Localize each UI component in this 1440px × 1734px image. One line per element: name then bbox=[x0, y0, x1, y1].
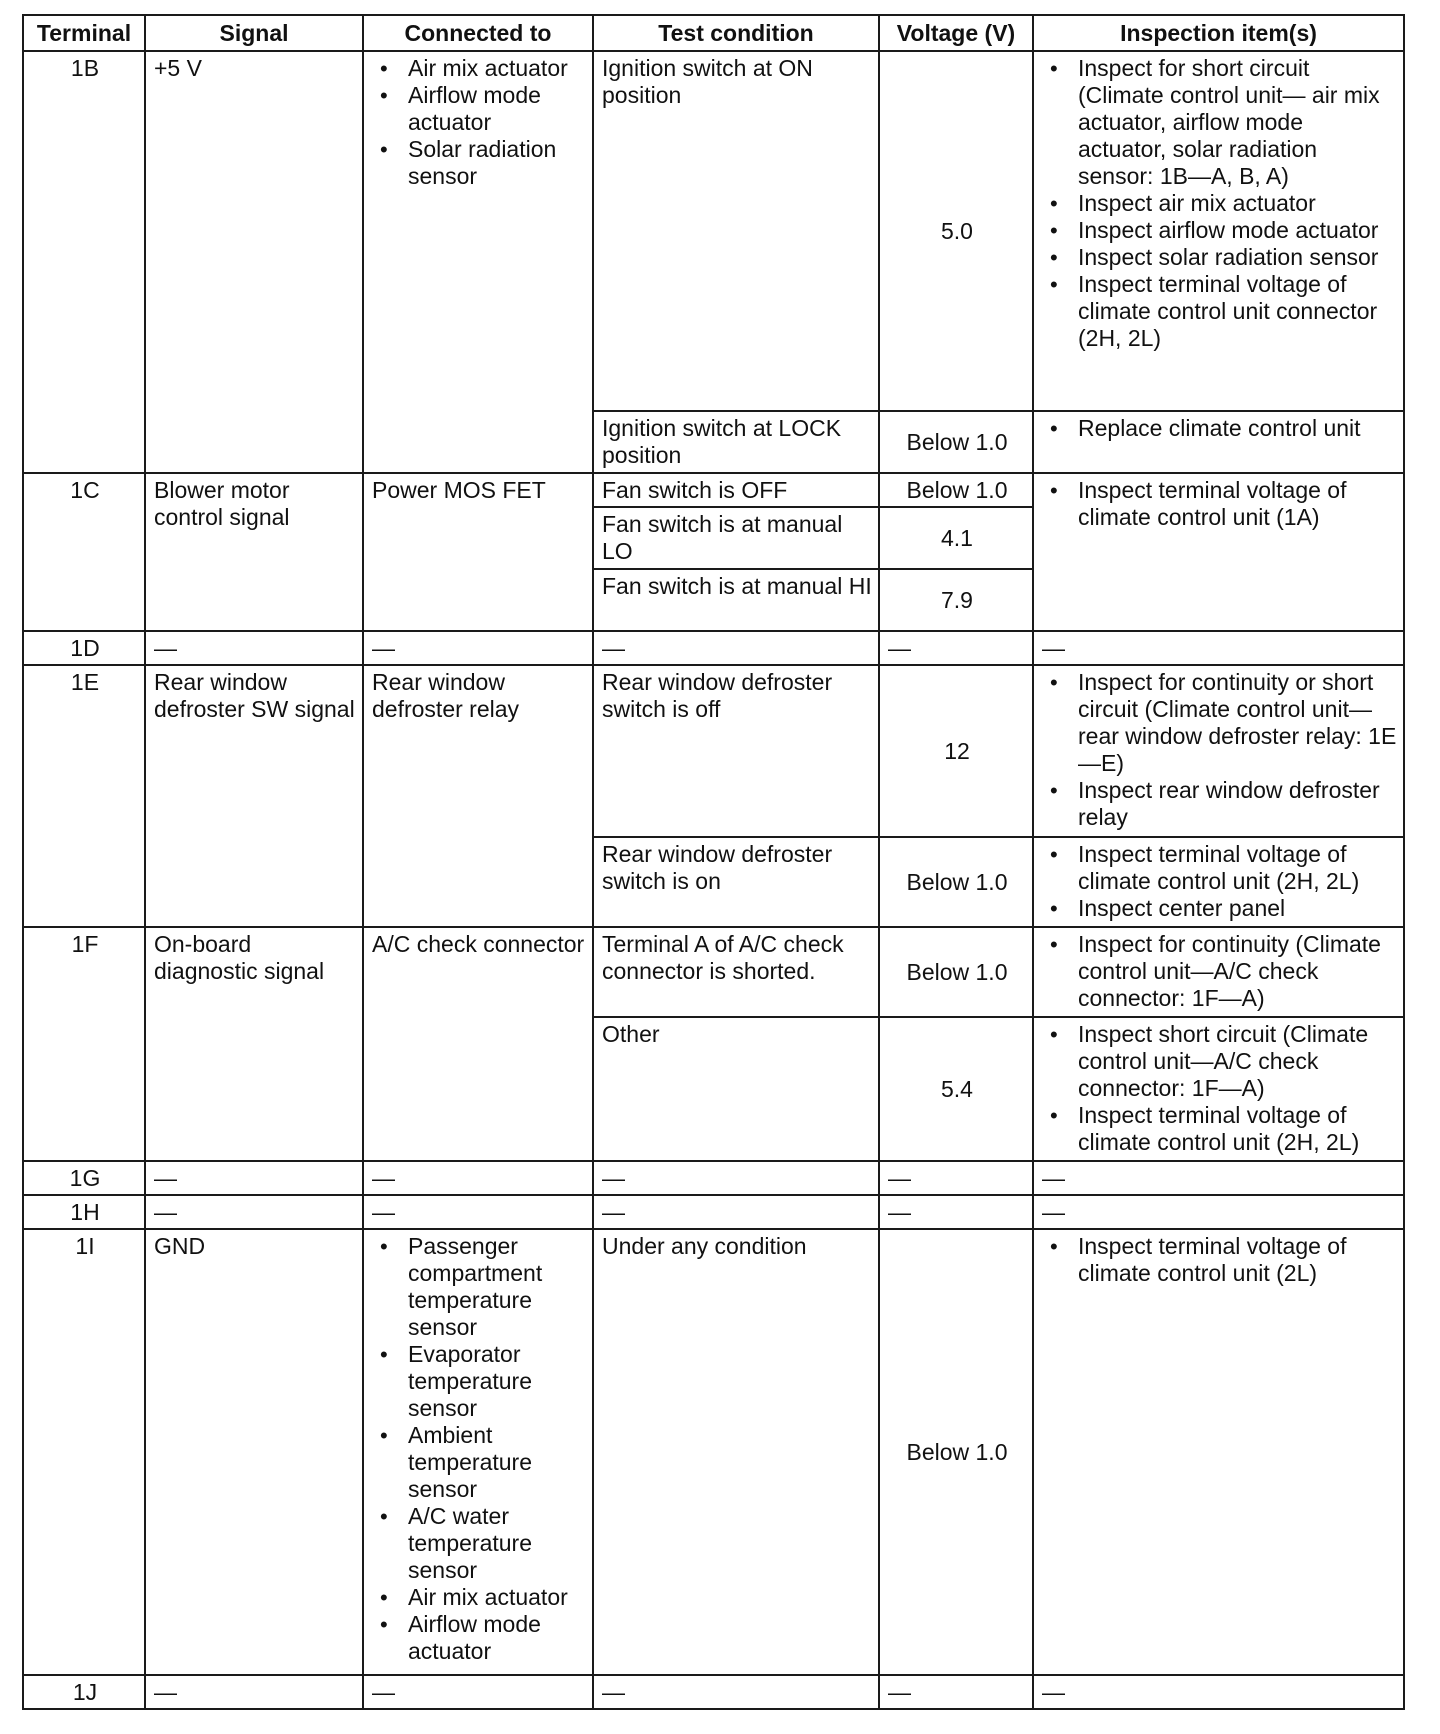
terminal-cell: 1C bbox=[23, 473, 145, 631]
test-condition-cell: Fan switch is at manual HI bbox=[593, 569, 879, 631]
inspection-item: • Inspect for continuity (Climate control unit—A/C check connector: 1F—A) bbox=[1078, 931, 1397, 1012]
terminal-cell: 1G bbox=[23, 1161, 145, 1195]
inspection-cell bbox=[1033, 411, 1404, 473]
empty-dash: — bbox=[879, 631, 1033, 665]
inspection-item: • Inspect terminal voltage of climate control unit (2L) bbox=[1078, 1233, 1397, 1287]
inspection-item: • Inspect terminal voltage of climate control unit (1A) bbox=[1078, 477, 1397, 531]
empty-dash: — bbox=[593, 1195, 879, 1229]
inspection-cell bbox=[1033, 473, 1404, 631]
voltage-cell: Below 1.0 bbox=[879, 1229, 1033, 1675]
connected-item: • Air mix actuator bbox=[408, 1584, 586, 1611]
signal-cell: +5 V bbox=[145, 51, 363, 473]
table-row-1h bbox=[23, 1195, 1404, 1229]
connected-item: • A/C water temperature sensor bbox=[408, 1503, 586, 1584]
connected-item: • Solar radiation sensor bbox=[408, 136, 586, 190]
test-condition-cell: Under any condition bbox=[593, 1229, 879, 1675]
inspection-item: • Inspect rear window defroster relay bbox=[1078, 777, 1397, 831]
connected-item: • Airflow mode actuator bbox=[408, 82, 586, 136]
signal-cell: Rear window defroster SW signal bbox=[145, 665, 363, 927]
test-condition-cell: Rear window defroster switch is on bbox=[593, 837, 879, 927]
header-voltage: Voltage (V) bbox=[879, 15, 1033, 51]
connected-item: • Passenger compartment temperature sensor bbox=[408, 1233, 586, 1341]
connected-cell: Rear window defroster relay bbox=[363, 665, 593, 927]
inspection-item: • Inspect air mix actuator bbox=[1078, 190, 1397, 217]
test-condition-cell: Ignition switch at LOCK position bbox=[593, 411, 879, 473]
voltage-cell: 12 bbox=[879, 665, 1033, 837]
inspection-item: • Inspect for continuity or short circuit (Climate control unit—rear window defroster relay: 1E—E) bbox=[1078, 669, 1397, 777]
signal-cell: GND bbox=[145, 1229, 363, 1675]
header-signal: Signal bbox=[145, 15, 363, 51]
voltage-cell: Below 1.0 bbox=[879, 927, 1033, 1017]
voltage-cell: 4.1 bbox=[879, 507, 1033, 569]
empty-dash: — bbox=[879, 1195, 1033, 1229]
inspection-item: • Replace climate control unit bbox=[1078, 415, 1397, 442]
test-condition-cell: Rear window defroster switch is off bbox=[593, 665, 879, 837]
empty-dash: — bbox=[1033, 1161, 1404, 1195]
empty-dash: — bbox=[1033, 631, 1404, 665]
inspection-item: • Inspect short circuit (Climate control unit—A/C check connector: 1F—A) bbox=[1078, 1021, 1397, 1102]
terminal-inspection-table bbox=[22, 14, 1405, 1710]
voltage-cell: Below 1.0 bbox=[879, 411, 1033, 473]
connected-cell: A/C check connector bbox=[363, 927, 593, 1161]
connected-item: • Airflow mode actuator bbox=[408, 1611, 586, 1665]
empty-dash: — bbox=[879, 1161, 1033, 1195]
terminal-cell: 1H bbox=[23, 1195, 145, 1229]
signal-cell: Blower motor control signal bbox=[145, 473, 363, 631]
inspection-cell bbox=[1033, 1017, 1404, 1161]
inspection-item: • Inspect terminal voltage of climate control unit connector (2H, 2L) bbox=[1078, 271, 1397, 352]
empty-dash: — bbox=[363, 631, 593, 665]
inspection-item: • Inspect terminal voltage of climate control unit (2H, 2L) bbox=[1078, 1102, 1397, 1156]
header-test-condition: Test condition bbox=[593, 15, 879, 51]
inspection-cell bbox=[1033, 51, 1404, 411]
empty-dash: — bbox=[593, 1675, 879, 1709]
inspection-item: • Inspect terminal voltage of climate control unit (2H, 2L) bbox=[1078, 841, 1397, 895]
test-condition-cell: Other bbox=[593, 1017, 879, 1161]
empty-dash: — bbox=[145, 1675, 363, 1709]
inspection-cell bbox=[1033, 837, 1404, 927]
inspection-cell bbox=[1033, 927, 1404, 1017]
header-connected-to: Connected to bbox=[363, 15, 593, 51]
inspection-cell bbox=[1033, 665, 1404, 837]
test-condition-cell: Fan switch is OFF bbox=[593, 473, 879, 507]
table-row-1c bbox=[23, 473, 1404, 507]
signal-cell: On-board diagnostic signal bbox=[145, 927, 363, 1161]
test-condition-cell: Terminal A of A/C check connector is shorted. bbox=[593, 927, 879, 1017]
connected-cell: Power MOS FET bbox=[363, 473, 593, 631]
terminal-cell: 1I bbox=[23, 1229, 145, 1675]
test-condition-cell: Ignition switch at ON position bbox=[593, 51, 879, 411]
table-row-1b bbox=[23, 51, 1404, 411]
empty-dash: — bbox=[593, 631, 879, 665]
connected-cell bbox=[363, 1229, 593, 1675]
table-row-1f bbox=[23, 927, 1404, 1017]
connected-item: • Ambient temperature sensor bbox=[408, 1422, 586, 1503]
table-row-1i bbox=[23, 1229, 1404, 1675]
voltage-cell: 7.9 bbox=[879, 569, 1033, 631]
header-inspection-items: Inspection item(s) bbox=[1033, 15, 1404, 51]
empty-dash: — bbox=[145, 1161, 363, 1195]
voltage-cell: 5.0 bbox=[879, 51, 1033, 411]
voltage-cell: 5.4 bbox=[879, 1017, 1033, 1161]
empty-dash: — bbox=[363, 1161, 593, 1195]
inspection-cell bbox=[1033, 1229, 1404, 1675]
connected-item: • Evaporator temperature sensor bbox=[408, 1341, 586, 1422]
empty-dash: — bbox=[145, 631, 363, 665]
inspection-item: • Inspect center panel bbox=[1078, 895, 1397, 922]
terminal-cell: 1B bbox=[23, 51, 145, 473]
empty-dash: — bbox=[363, 1195, 593, 1229]
empty-dash: — bbox=[1033, 1675, 1404, 1709]
empty-dash: — bbox=[145, 1195, 363, 1229]
empty-dash: — bbox=[1033, 1195, 1404, 1229]
header-row bbox=[23, 15, 1404, 51]
voltage-cell: Below 1.0 bbox=[879, 837, 1033, 927]
voltage-cell: Below 1.0 bbox=[879, 473, 1033, 507]
table-row-1e bbox=[23, 665, 1404, 837]
inspection-item: • Inspect for short circuit (Climate control unit— air mix actuator, airflow mode actuator, solar radiation sensor: 1B—A, B, A) bbox=[1078, 55, 1397, 190]
test-condition-cell: Fan switch is at manual LO bbox=[593, 507, 879, 569]
terminal-cell: 1J bbox=[23, 1675, 145, 1709]
connected-item: • Air mix actuator bbox=[408, 55, 586, 82]
empty-dash: — bbox=[363, 1675, 593, 1709]
header-terminal: Terminal bbox=[23, 15, 145, 51]
empty-dash: — bbox=[879, 1675, 1033, 1709]
empty-dash: — bbox=[593, 1161, 879, 1195]
terminal-cell: 1F bbox=[23, 927, 145, 1161]
terminal-cell: 1E bbox=[23, 665, 145, 927]
terminal-cell: 1D bbox=[23, 631, 145, 665]
inspection-item: • Inspect airflow mode actuator bbox=[1078, 217, 1397, 244]
table-row-1j bbox=[23, 1675, 1404, 1709]
table-row-1g bbox=[23, 1161, 1404, 1195]
table-row-1d bbox=[23, 631, 1404, 665]
connected-cell bbox=[363, 51, 593, 473]
inspection-item: • Inspect solar radiation sensor bbox=[1078, 244, 1397, 271]
